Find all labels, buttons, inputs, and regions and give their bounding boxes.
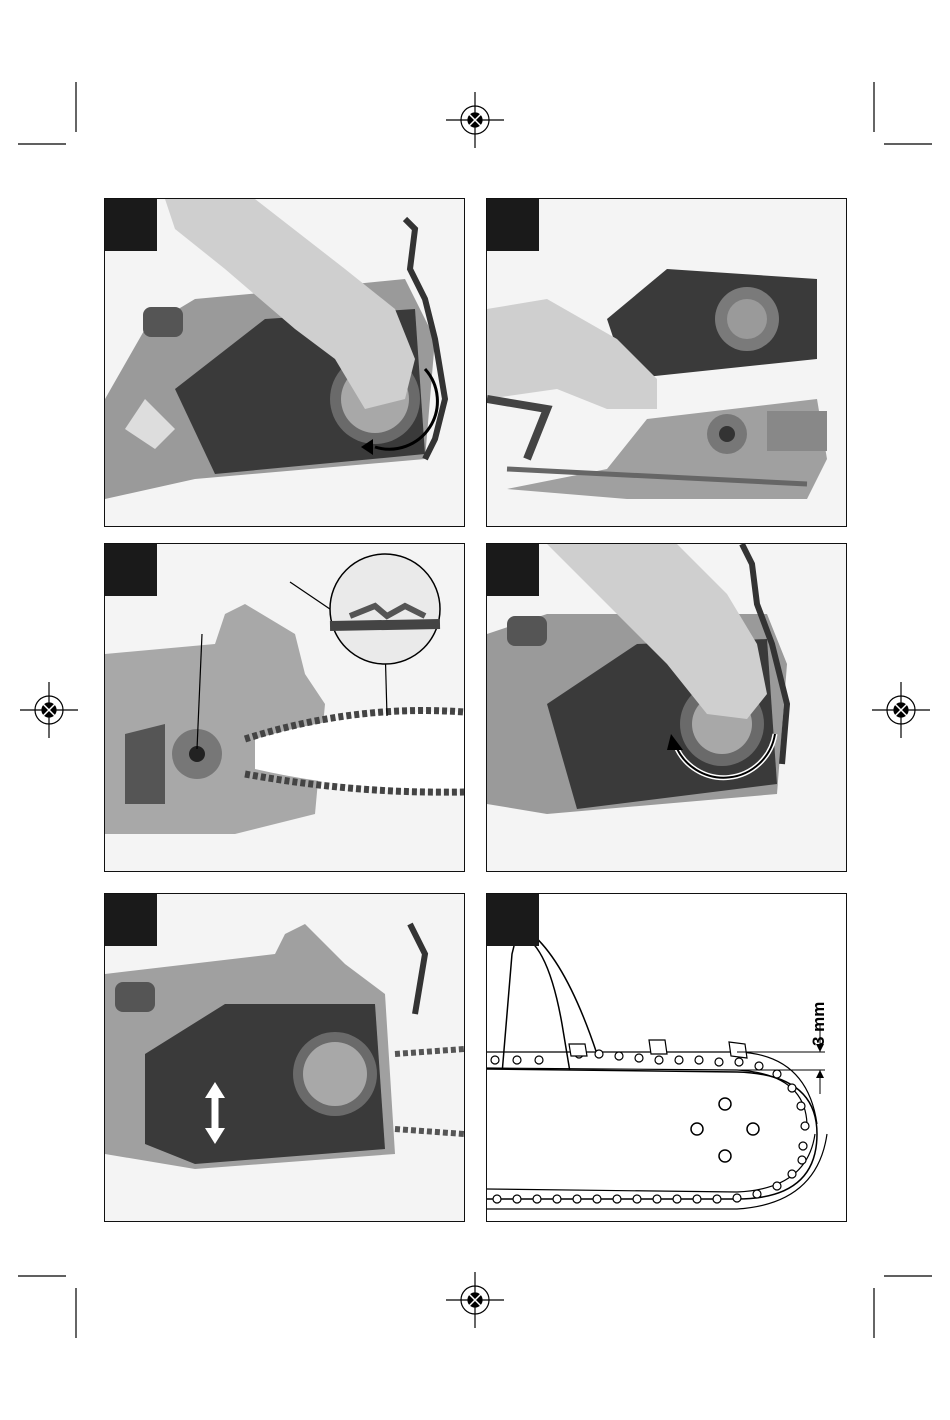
saw-photo-cover-removed (487, 199, 846, 526)
figure-4 (486, 543, 847, 872)
figure-1 (104, 198, 465, 527)
chain-tension-drawing (487, 894, 846, 1221)
figure-3 (104, 543, 465, 872)
registration-mark-bottom (446, 1272, 504, 1328)
saw-photo-chain-on-bar (105, 544, 464, 871)
registration-mark-right (872, 682, 930, 738)
figure-number-box (487, 199, 539, 251)
figure-number-box (105, 199, 157, 251)
measurement-label: 3 mm (809, 1001, 828, 1046)
registration-mark-left (20, 682, 78, 738)
figure-number-box (487, 894, 539, 946)
saw-photo-cover-tighten (487, 544, 846, 871)
figure-6 (486, 893, 847, 1222)
figure-number-box (487, 544, 539, 596)
figure-5 (104, 893, 465, 1222)
registration-mark-top (446, 92, 504, 148)
figure-number-box (105, 894, 157, 946)
saw-photo-tension-adjust (105, 894, 464, 1221)
figure-2 (486, 198, 847, 527)
figure-number-box (105, 544, 157, 596)
saw-photo-cover-cap (105, 199, 464, 526)
